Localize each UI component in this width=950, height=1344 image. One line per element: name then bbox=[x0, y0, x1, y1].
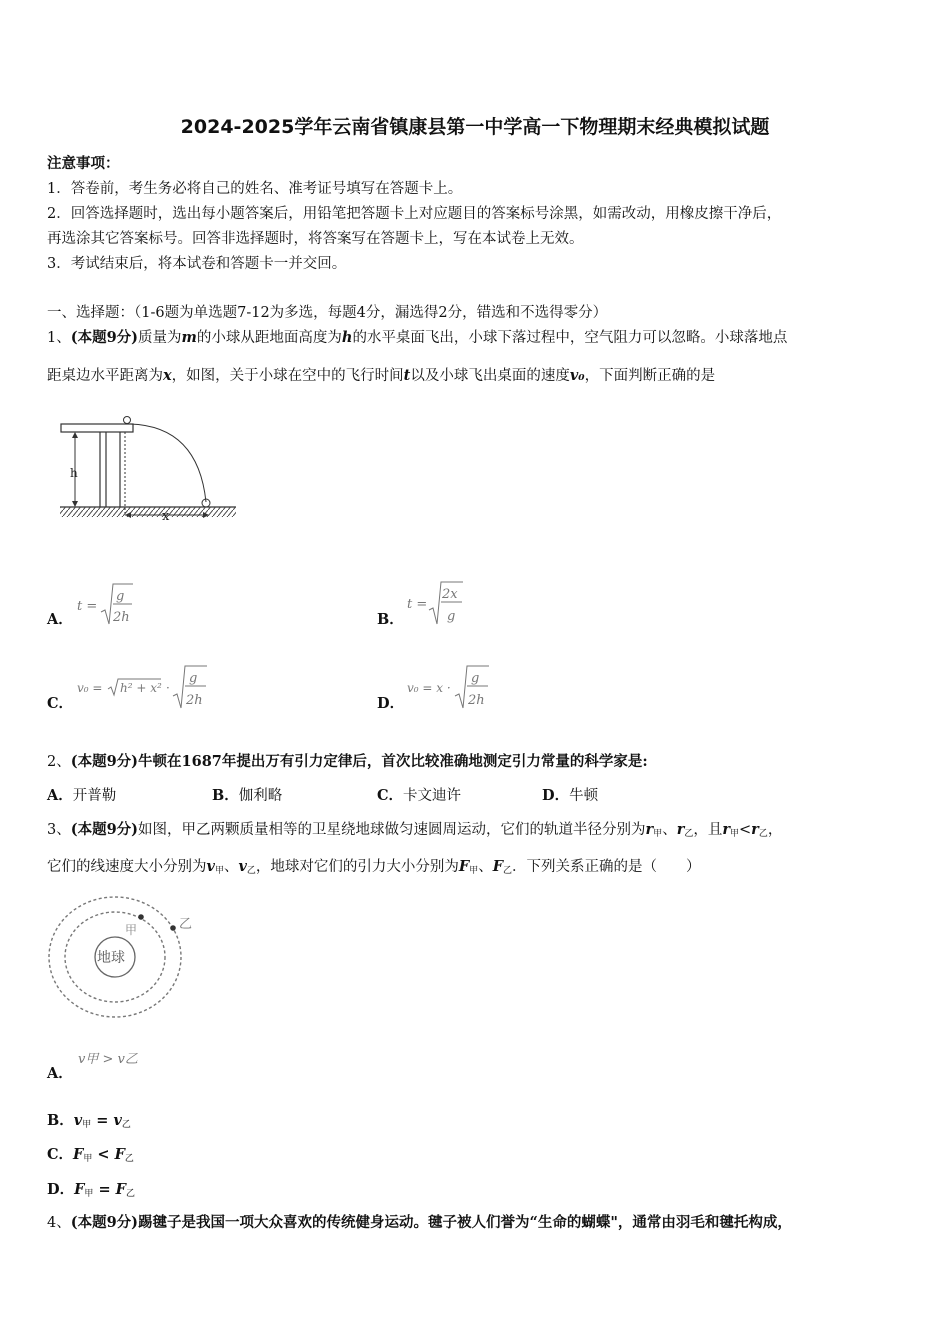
formula-denominator: 2h bbox=[186, 693, 203, 708]
formula-numerator: 2x bbox=[442, 587, 458, 602]
sub-jia: 甲 bbox=[84, 1189, 94, 1199]
var-t: t bbox=[403, 367, 411, 384]
option-label: A． bbox=[47, 787, 73, 804]
sub-yi: 乙 bbox=[246, 866, 256, 876]
q3-option-b[interactable] bbox=[47, 1109, 131, 1130]
var-r: r bbox=[751, 821, 759, 838]
notice-heading: 注意事项： bbox=[47, 155, 120, 172]
option-label-b[interactable]: B． bbox=[377, 611, 404, 628]
text-span: ，地球对它们的引力大小分别为 bbox=[255, 859, 459, 875]
option-label: C． bbox=[377, 787, 404, 804]
option-b-formula[interactable] bbox=[405, 578, 485, 628]
option-a-formula[interactable] bbox=[75, 580, 155, 628]
question-1-line-1 bbox=[47, 326, 787, 347]
sub-yi: 乙 bbox=[684, 829, 694, 839]
notice-item: 3．考试结束后，将本试卷和答题卡一并交回。 bbox=[47, 256, 347, 272]
question-1-line-2 bbox=[47, 364, 715, 385]
sub-yi: 乙 bbox=[124, 1154, 134, 1164]
var-F: F bbox=[74, 1181, 85, 1198]
question-score: (本题9分) bbox=[70, 821, 139, 838]
formula-lhs: v₀ = bbox=[77, 681, 103, 695]
label-x: x bbox=[162, 509, 170, 524]
sub-jia: 甲 bbox=[469, 866, 479, 876]
formula-denominator: 2h bbox=[468, 693, 485, 708]
var-v: v bbox=[238, 858, 247, 875]
text-span: ，且 bbox=[693, 822, 723, 838]
sub-yi: 乙 bbox=[503, 866, 513, 876]
notice-item: 1．答卷前，考生务必将自己的姓名、准考证号填写在答题卡上。 bbox=[47, 181, 463, 197]
sub-jia: 甲 bbox=[214, 866, 224, 876]
option-label: B． bbox=[212, 787, 239, 804]
option-d-formula[interactable] bbox=[405, 662, 505, 712]
operator: < bbox=[92, 1146, 115, 1163]
text-span: 、 bbox=[223, 859, 239, 875]
label-h: h bbox=[70, 466, 78, 480]
label-yi: 乙 bbox=[179, 917, 193, 932]
formula-denominator: g bbox=[447, 609, 456, 624]
earth-label: 地球 bbox=[97, 950, 125, 966]
var-v: v bbox=[113, 1112, 122, 1129]
page-title: 2024-2025学年云南省镇康县第一中学高一下物理期末经典模拟试题 bbox=[180, 116, 770, 138]
option-label-c[interactable]: C． bbox=[47, 695, 74, 712]
sub-jia: 甲 bbox=[730, 829, 740, 839]
satellite-jia bbox=[138, 914, 144, 920]
formula-numerator: g bbox=[471, 671, 480, 686]
formula-numerator: g bbox=[116, 589, 125, 604]
operator: = bbox=[91, 1112, 114, 1129]
q3-option-c[interactable] bbox=[47, 1143, 134, 1164]
var-F: F bbox=[114, 1146, 125, 1163]
text-span: ．下列关系正确的是（ ） bbox=[512, 859, 701, 875]
sub-yi: 乙 bbox=[121, 1120, 131, 1130]
question-2 bbox=[47, 750, 648, 771]
formula-dot: · bbox=[166, 681, 170, 695]
var-x: x bbox=[163, 367, 172, 384]
option-label: C． bbox=[47, 1146, 74, 1163]
option-text: 牛顿 bbox=[569, 788, 599, 804]
question-3-line-2 bbox=[47, 855, 701, 876]
q3-option-d[interactable] bbox=[47, 1178, 135, 1199]
text-span: < bbox=[739, 822, 752, 838]
formula-lhs: t = bbox=[77, 599, 98, 614]
text-span: 、 bbox=[478, 859, 493, 875]
notice-item: 2．回答选择题时，选出每小题答案后，用铅笔把答题卡上对应题目的答案标号涂黑，如需改动，用橡皮擦干净后， bbox=[47, 206, 782, 222]
text-span: 如图，甲乙两颗质量相等的卫星绕地球做匀速圆周运动，它们的轨道半径分别为 bbox=[138, 822, 646, 838]
formula-radicand: h² + x² bbox=[120, 681, 162, 695]
option-label-a[interactable]: A． bbox=[47, 611, 73, 628]
question-3-line-1 bbox=[47, 818, 782, 839]
text-span: 的小球从距地面高度为 bbox=[196, 330, 342, 346]
var-v: v bbox=[206, 858, 215, 875]
question-4 bbox=[47, 1211, 792, 1232]
question-text: (本题9分)踢毽子是我国一项大众喜欢的传统健身运动。毽子被人们誉为“生命的蝴蝶"，通常由羽毛和毽托构成， bbox=[70, 1214, 792, 1231]
text-span: ，如图，关于小球在空中的飞行时间 bbox=[171, 368, 404, 384]
question-number: 2、 bbox=[47, 754, 71, 770]
option-label: D． bbox=[47, 1181, 75, 1198]
var-F: F bbox=[458, 858, 470, 875]
option-label: B． bbox=[47, 1112, 74, 1129]
sub-yi: 乙 bbox=[758, 829, 768, 839]
label-jia: 甲 bbox=[125, 923, 138, 937]
option-label: D． bbox=[542, 787, 570, 804]
question-number: 4、 bbox=[47, 1215, 71, 1231]
text-span: 、 bbox=[662, 822, 677, 838]
option-text: 伽利略 bbox=[238, 788, 283, 804]
orbit-figure bbox=[45, 892, 200, 1030]
q3-option-a-label[interactable]: A． bbox=[47, 1065, 73, 1082]
text-span: 它们的线速度大小分别为 bbox=[47, 859, 207, 875]
question-number: 1、 bbox=[47, 330, 71, 346]
satellite-yi bbox=[170, 925, 176, 931]
q2-option-c[interactable] bbox=[377, 784, 461, 805]
var-F: F bbox=[115, 1181, 126, 1198]
question-number: 3、 bbox=[47, 822, 71, 838]
var-v0: v₀ bbox=[569, 367, 585, 384]
q2-option-d[interactable] bbox=[542, 784, 598, 805]
text-span: ， bbox=[767, 822, 783, 838]
var-r: r bbox=[676, 821, 685, 838]
formula-denominator: 2h bbox=[113, 610, 130, 625]
table-top bbox=[61, 424, 133, 432]
q3-option-a-formula[interactable]: v甲 > v乙 bbox=[78, 1052, 138, 1067]
var-h: h bbox=[341, 329, 353, 346]
operator: = bbox=[93, 1181, 116, 1198]
var-v: v bbox=[73, 1112, 83, 1129]
var-F: F bbox=[73, 1146, 84, 1163]
arrow-head-icon bbox=[72, 501, 78, 507]
ball-start bbox=[124, 417, 131, 424]
q2-option-a[interactable] bbox=[47, 784, 116, 805]
var-r: r bbox=[722, 821, 730, 838]
sub-jia: 甲 bbox=[653, 829, 663, 839]
text-span: ，下面判断正确的是 bbox=[584, 368, 716, 384]
var-r: r bbox=[645, 821, 654, 838]
text-span: 的水平桌面飞出，小球下落过程中，空气阻力可以忽略。小球落地点 bbox=[352, 330, 788, 346]
notice-item: 再选涂其它答案标号。回答非选择题时，将答案写在答题卡上，写在本试卷上无效。 bbox=[47, 231, 584, 247]
question-text: (本题9分)牛顿在1687年提出万有引力定律后，首次比较准确地测定引力常量的科学家是: bbox=[70, 753, 648, 770]
option-label-d[interactable]: D． bbox=[377, 695, 405, 712]
text-span: 距桌边水平距离为 bbox=[47, 368, 163, 384]
formula-lhs: t = bbox=[407, 597, 428, 612]
sub-jia: 甲 bbox=[83, 1154, 93, 1164]
q2-option-b[interactable] bbox=[212, 784, 282, 805]
var-F: F bbox=[492, 858, 504, 875]
option-c-formula[interactable] bbox=[75, 662, 225, 712]
formula-numerator: g bbox=[189, 671, 198, 686]
trajectory-curve bbox=[130, 424, 206, 502]
section-heading: 一、选择题：（1-6题为单选题7-12为多选，每题4分，漏选得2分，错选和不选得零分） bbox=[47, 305, 608, 321]
sub-yi: 乙 bbox=[125, 1189, 135, 1199]
formula-lhs: v₀ = x · bbox=[407, 681, 451, 695]
question-score: (本题9分) bbox=[70, 329, 139, 346]
option-text: 卡文迪许 bbox=[403, 788, 462, 804]
text-span: 以及小球飞出桌面的速度 bbox=[410, 368, 570, 384]
arrow-head-icon bbox=[72, 432, 78, 438]
projectile-figure bbox=[58, 414, 240, 526]
var-m: m bbox=[181, 329, 197, 346]
text-span: 质量为 bbox=[138, 330, 182, 346]
sub-jia: 甲 bbox=[82, 1120, 92, 1130]
option-text: 开普勒 bbox=[72, 788, 117, 804]
